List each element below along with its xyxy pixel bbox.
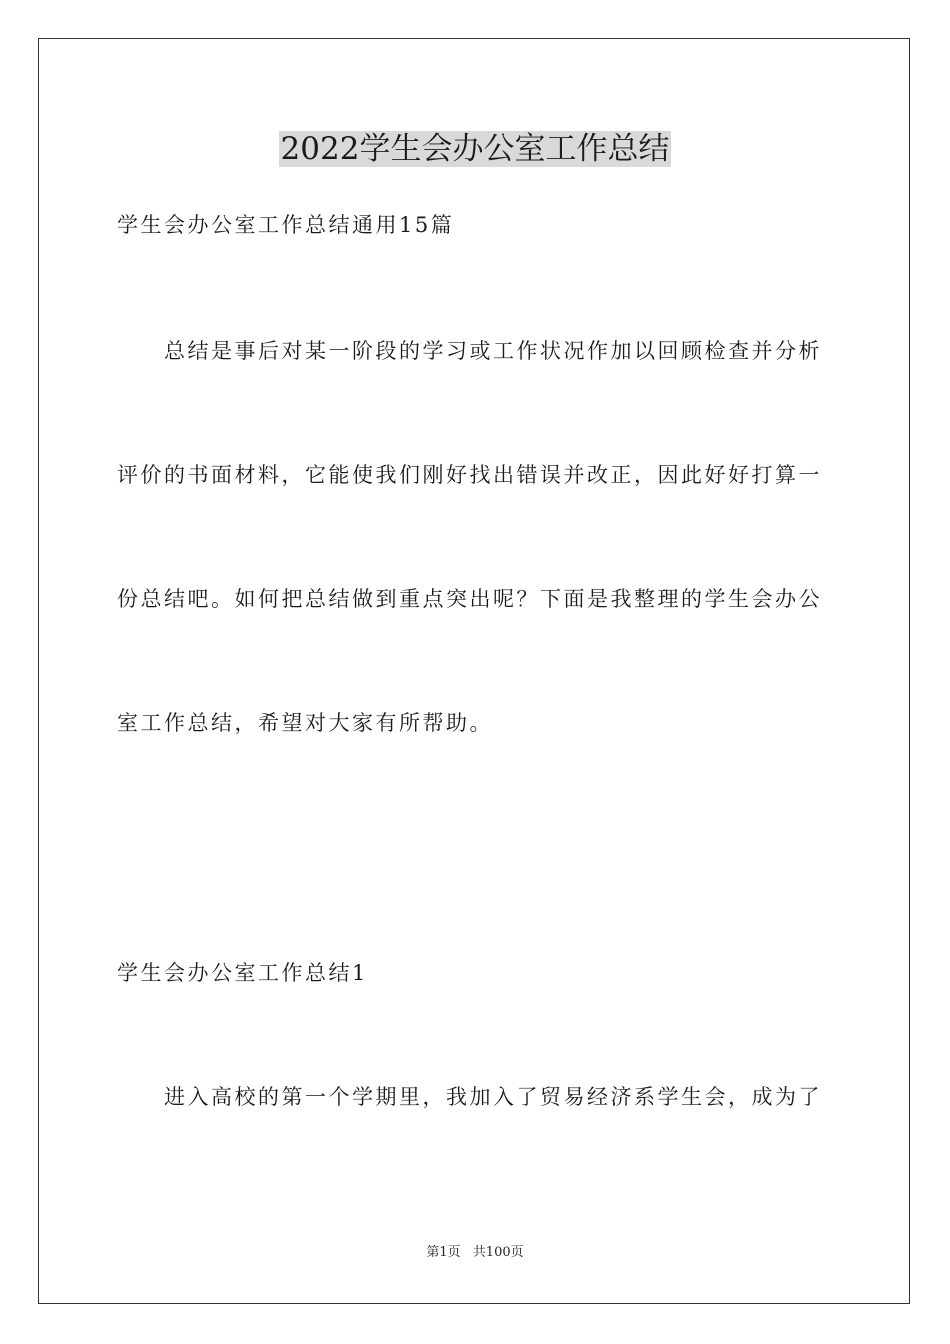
section-heading: 学生会办公室工作总结1 <box>117 961 368 985</box>
document-title-text: 2022学生会办公室工作总结 <box>280 131 670 167</box>
paragraph-line: 进入高校的第一个学期里，我加入了贸易经济系学生会，成为了 <box>164 1085 822 1109</box>
page-total: 共100页 <box>472 1245 524 1260</box>
page-footer <box>0 1244 950 1262</box>
document-title <box>0 126 950 172</box>
paragraph-line: 评价的书面材料，它能使我们刚好找出错误并改正，因此好好打算一 <box>117 463 822 487</box>
page-number: 第1页 <box>426 1245 461 1260</box>
paragraph-line: 室工作总结，希望对大家有所帮助。 <box>117 711 493 735</box>
paragraph-line: 份总结吧。如何把总结做到重点突出呢？下面是我整理的学生会办公 <box>117 587 822 611</box>
paragraph-line: 总结是事后对某一阶段的学习或工作状况作加以回顾检查并分析 <box>164 339 822 363</box>
document-subtitle: 学生会办公室工作总结通用15篇 <box>117 213 455 237</box>
